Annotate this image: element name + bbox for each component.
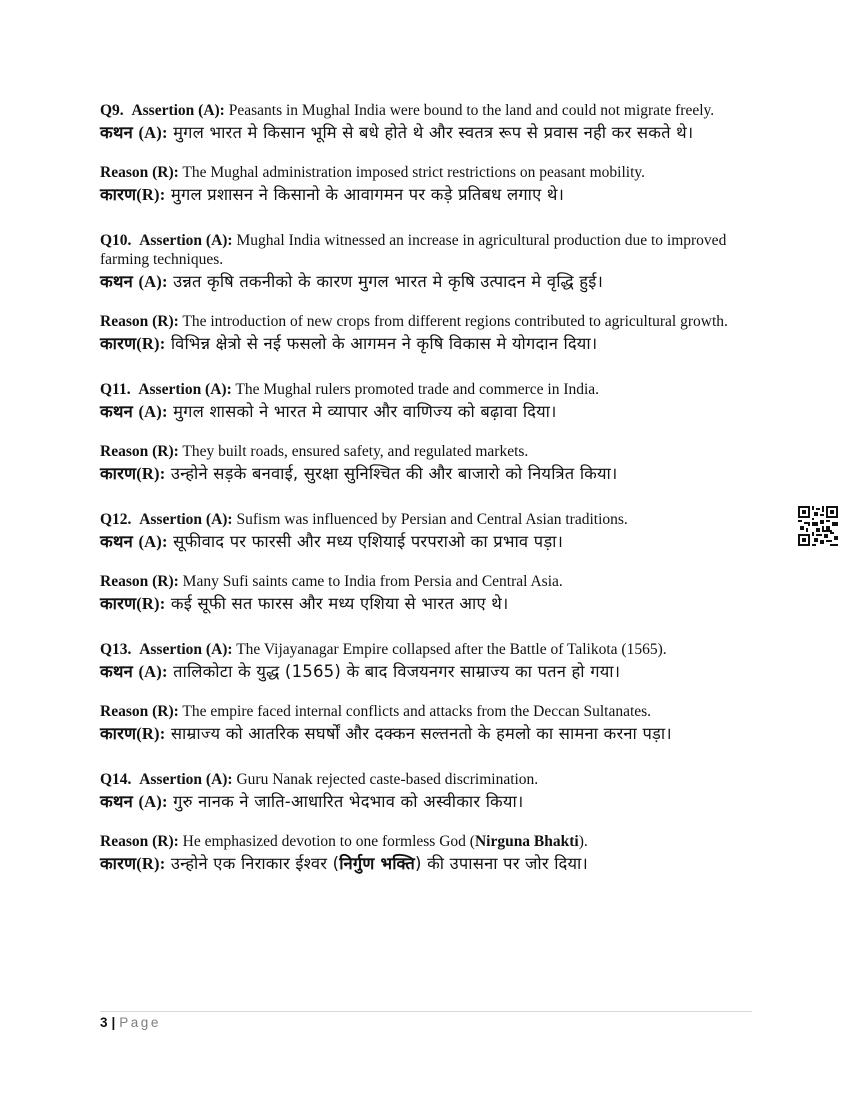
- reason-en: Many Sufi saints came to India from Persia and Central Asia.: [182, 573, 563, 590]
- assertion-label: Assertion (A):: [139, 232, 233, 249]
- reason-label: Reason (R):: [100, 833, 179, 850]
- reason-hi-tag: (R):: [136, 464, 166, 483]
- assertion-label: Assertion (A):: [139, 641, 233, 658]
- assertion-hi-tag: (A):: [138, 532, 168, 551]
- reason-en-bold-term: Nirguna Bhakti: [474, 833, 579, 850]
- reason-en: They built roads, ensured safety, and regulated markets.: [182, 443, 529, 460]
- assertion-hi-tag: (A):: [138, 792, 168, 811]
- question-q13: [100, 640, 750, 746]
- reason-hi-label: कारण: [100, 724, 137, 743]
- assertion-hi-tag: (A):: [138, 272, 168, 291]
- assertion-label: Assertion (A):: [139, 511, 233, 528]
- reason-hi: विभिन्न क्षेत्रो से नई फसलो के आगमन ने कृषि विकास मे योगदान दिया।: [170, 334, 598, 353]
- assertion-hi: उन्नत कृषि तकनीको के कारण मुगल भारत मे कृषि उत्पादन मे वृद्धि हुई।: [173, 272, 604, 291]
- reason-en-post: ).: [578, 833, 588, 850]
- question-q10: [100, 231, 750, 356]
- reason-hi-tag: (R):: [136, 724, 166, 743]
- assertion-hi: मुगल भारत मे किसान भूमि से बधे होते थे और स्वतत्र रूप से प्रवास नही कर सकते थे।: [173, 123, 694, 142]
- assertion-hi-label: कथन: [100, 402, 133, 421]
- reason-hi-label: कारण: [100, 464, 137, 483]
- assertion-hi-label: कथन: [100, 532, 133, 551]
- question-number: Q11.: [100, 381, 131, 398]
- reason-hi-tag: (R):: [136, 594, 166, 613]
- reason-hi-tag: (R):: [136, 185, 166, 204]
- question-q12: [100, 510, 750, 616]
- assertion-hi: तालिकोटा के युद्ध (1565) के बाद विजयनगर साम्राज्य का पतन हो गया।: [173, 662, 621, 681]
- question-q9: [100, 101, 750, 207]
- assertion-en: Sufism was influenced by Persian and Central Asian traditions.: [236, 511, 628, 528]
- reason-hi-post: ) की उपासना पर जोर दिया।: [414, 854, 588, 873]
- reason-en: The empire faced internal conflicts and attacks from the Deccan Sultanates.: [182, 703, 652, 720]
- page-number: 3: [100, 1015, 108, 1030]
- reason-hi-label: कारण: [100, 334, 137, 353]
- assertion-hi-label: कथन: [100, 123, 133, 142]
- assertion-label: Assertion (A):: [139, 771, 233, 788]
- question-q14: [100, 770, 750, 876]
- reason-hi: कई सूफी सत फारस और मध्य एशिया से भारत आए थे।: [170, 594, 509, 613]
- reason-label: Reason (R):: [100, 313, 179, 330]
- reason-hi-label: कारण: [100, 854, 137, 873]
- assertion-hi: मुगल शासको ने भारत मे व्यापार और वाणिज्य को बढ़ावा दिया।: [173, 402, 557, 421]
- page-footer: [100, 1015, 161, 1030]
- assertion-hi-label: कथन: [100, 792, 133, 811]
- reason-hi: साम्राज्य को आतरिक सघर्षों और दक्कन सल्तनतो के हमलो का सामना करना पड़ा।: [170, 724, 672, 743]
- assertion-hi-tag: (A):: [138, 402, 168, 421]
- question-q11: [100, 380, 750, 486]
- assertion-en: Peasants in Mughal India were bound to the land and could not migrate freely.: [228, 102, 715, 119]
- reason-en-pre: He emphasized devotion to one formless God (: [182, 833, 475, 850]
- question-number: Q10.: [100, 232, 132, 249]
- assertion-label: Assertion (A):: [131, 102, 225, 119]
- qr-code-icon[interactable]: [798, 506, 838, 546]
- assertion-label: Assertion (A):: [138, 381, 232, 398]
- assertion-en: The Vijayanagar Empire collapsed after the Battle of Talikota (1565).: [236, 641, 667, 658]
- footer-separator: |: [111, 1015, 116, 1030]
- reason-label: Reason (R):: [100, 573, 179, 590]
- reason-hi-label: कारण: [100, 594, 137, 613]
- reason-label: Reason (R):: [100, 703, 179, 720]
- reason-label: Reason (R):: [100, 164, 179, 181]
- reason-label: Reason (R):: [100, 443, 179, 460]
- question-list: [100, 101, 750, 900]
- page-word: Page: [119, 1015, 161, 1030]
- reason-hi: उन्होने सड़के बनवाई, सुरक्षा सुनिश्चित की और बाजारो को नियत्रित किया।: [170, 464, 618, 483]
- assertion-hi: गुरु नानक ने जाति-आधारित भेदभाव को अस्वीकार किया।: [173, 792, 524, 811]
- reason-hi: मुगल प्रशासन ने किसानो के आवागमन पर कड़े प्रतिबध लगाए थे।: [170, 185, 565, 204]
- assertion-hi-label: कथन: [100, 272, 133, 291]
- reason-hi-pre: उन्होने एक निराकार ईश्वर (: [170, 854, 340, 873]
- footer-divider: [100, 1011, 752, 1012]
- assertion-en: The Mughal rulers promoted trade and commerce in India.: [235, 381, 600, 398]
- reason-en: The introduction of new crops from different regions contributed to agricultural growth.: [182, 313, 728, 330]
- reason-en: The Mughal administration imposed strict restrictions on peasant mobility.: [182, 164, 646, 181]
- assertion-hi-label: कथन: [100, 662, 133, 681]
- reason-hi-tag: (R):: [136, 854, 166, 873]
- question-number: Q14.: [100, 771, 132, 788]
- reason-hi-bold-term: निर्गुण भक्ति: [339, 854, 415, 873]
- question-number: Q9.: [100, 102, 124, 119]
- question-number: Q12.: [100, 511, 132, 528]
- assertion-hi: सूफीवाद पर फारसी और मध्य एशियाई परपराओ का प्रभाव पड़ा।: [173, 532, 564, 551]
- assertion-en: Guru Nanak rejected caste-based discrimination.: [236, 771, 539, 788]
- assertion-hi-tag: (A):: [138, 123, 168, 142]
- assertion-hi-tag: (A):: [138, 662, 168, 681]
- reason-hi-label: कारण: [100, 185, 137, 204]
- reason-hi-tag: (R):: [136, 334, 166, 353]
- question-number: Q13.: [100, 641, 132, 658]
- assertion-en: Mughal India witnessed an increase in agricultural production due to improved farming techniques.: [100, 232, 727, 268]
